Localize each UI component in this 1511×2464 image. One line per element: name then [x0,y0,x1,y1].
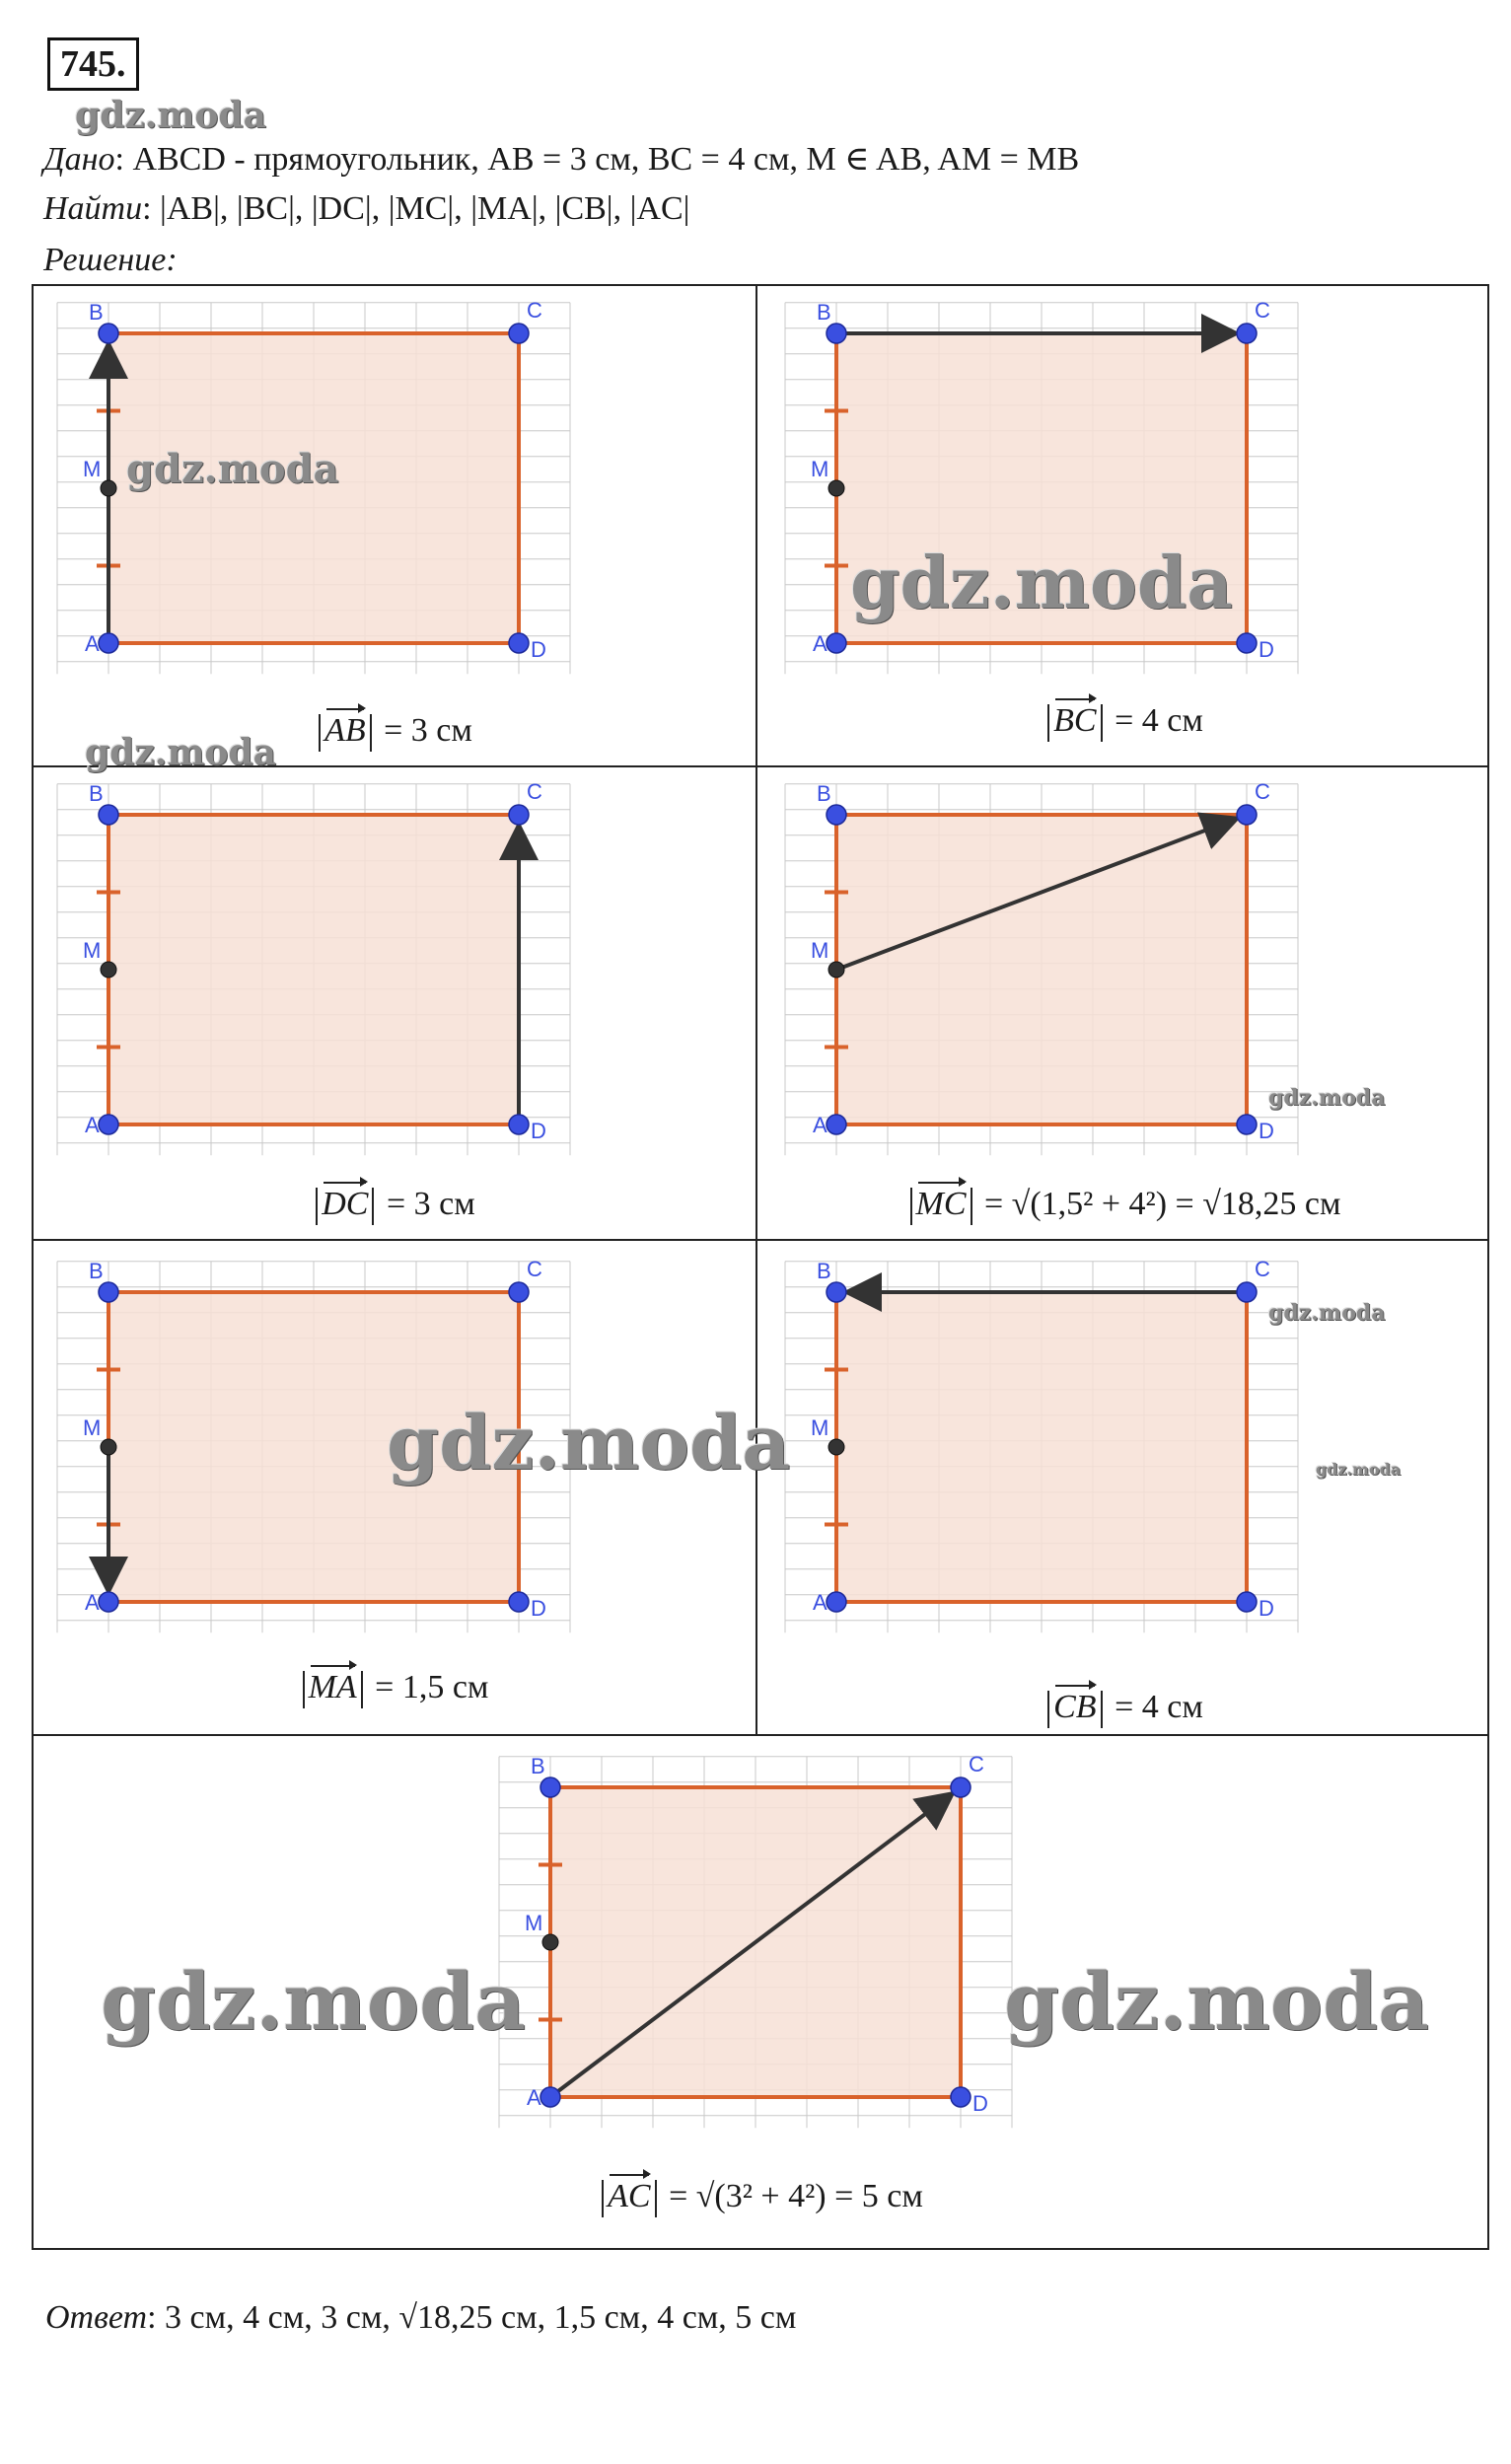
point-label-a: A [813,631,827,656]
answer-line [45,2296,796,2340]
point-label-d: D [531,1596,546,1621]
caption-value: = 3 см [378,1186,475,1222]
point-label-d: D [1259,1596,1274,1621]
caption-value: = √(3² + 4²) = 5 см [660,2178,923,2214]
figure-cb [777,1241,1330,1655]
point-a [99,1592,118,1612]
point-label-b: B [89,300,104,325]
rectangle-abcd [836,815,1247,1124]
point-d [509,1115,529,1134]
caption-value: = 4 см [1106,1689,1203,1725]
point-label-a: A [813,1113,827,1137]
point-c [509,805,529,825]
watermark: gdz.moda [1316,1460,1402,1479]
point-a [827,1592,846,1612]
point-label-m: M [525,1911,543,1935]
point-label-c: C [969,1752,984,1776]
point-label-m: M [83,938,102,963]
caption-bc [757,696,1489,742]
point-label-b: B [89,781,104,806]
point-label-c: C [527,298,542,323]
caption-vector: AB [324,706,366,750]
point-d [951,2087,971,2107]
caption-vector: MA [309,1663,357,1706]
point-label-d: D [1259,1119,1274,1143]
solution-label: Решение: [43,242,178,278]
point-c [509,324,529,343]
watermark: gdz.moda [85,732,276,773]
point-a [99,633,118,653]
point-m [101,962,116,978]
point-label-b: B [817,781,831,806]
rectangle-abcd [836,1292,1247,1602]
point-m [101,1439,116,1455]
point-label-a: A [85,1113,100,1137]
find-text: : |AB|, |BC|, |DC|, |MC|, |MA|, |CB|, |AC| [142,190,690,227]
point-c [1237,1282,1257,1302]
point-m [101,480,116,496]
point-label-m: M [811,457,829,481]
watermark: gdz.moda [1268,1300,1386,1326]
point-c [509,1282,529,1302]
point-label-c: C [1255,1257,1270,1281]
table-divider-vertical [756,284,757,1736]
point-label-d: D [1259,637,1274,662]
answer-label: Ответ [45,2299,148,2336]
point-label-a: A [85,1590,100,1615]
point-label-b: B [531,1754,545,1778]
find-line [43,187,689,231]
caption-vector: MC [916,1180,967,1223]
caption-value: = 1,5 см [366,1669,489,1705]
point-label-m: M [83,1415,102,1440]
point-d [509,633,529,653]
caption-vector: AC [608,2172,650,2215]
problem-number: 745. [47,37,139,91]
point-a [827,1115,846,1134]
point-c [1237,805,1257,825]
point-m [542,1934,558,1950]
watermark: gdz.moda [1268,1085,1386,1111]
point-label-c: C [1255,298,1270,323]
point-label-d: D [531,637,546,662]
point-label-b: B [817,300,831,325]
answer-text: : 3 см, 4 см, 3 см, √18,25 см, 1,5 см, 4 см, 5 см [147,2299,797,2336]
caption-ma [32,1663,756,1708]
point-b [540,1777,560,1797]
point-b [99,1282,118,1302]
caption-cb [757,1683,1489,1728]
watermark: gdz.moda [101,1955,526,2048]
watermark: gdz.moda [75,95,266,136]
point-m [828,962,844,978]
point-d [509,1592,529,1612]
point-d [1237,633,1257,653]
point-a [540,2087,560,2107]
caption-vector: DC [322,1180,368,1223]
point-a [827,633,846,653]
figure-ac [491,1736,1043,2150]
watermark: gdz.moda [1004,1955,1429,2048]
point-b [99,324,118,343]
point-b [99,805,118,825]
point-label-m: M [811,938,829,963]
point-m [828,480,844,496]
caption-vector: BC [1053,696,1096,740]
point-c [1237,324,1257,343]
given-label: Дано [43,141,115,178]
caption-value: = √(1,5² + 4²) = √18,25 см [975,1186,1341,1222]
point-b [827,324,846,343]
point-b [827,805,846,825]
point-label-d: D [972,2091,988,2116]
point-a [99,1115,118,1134]
given-text: : ABCD - прямоугольник, AB = 3 см, BC = 4 см, M ∈ AB, AM = MB [114,141,1080,178]
point-c [951,1777,971,1797]
caption-value: = 3 см [375,712,472,749]
watermark: gdz.moda [126,446,339,492]
point-label-b: B [817,1259,831,1283]
find-label: Найти [43,190,143,227]
figure-mc [777,767,1330,1162]
caption-value: = 4 см [1106,702,1203,739]
rectangle-abcd [108,815,519,1124]
figure-dc [49,767,602,1162]
caption-ac [32,2172,1489,2217]
point-label-c: C [1255,779,1270,804]
point-label-c: C [527,1257,542,1281]
point-label-d: D [531,1119,546,1143]
watermark: gdz.moda [387,1399,791,1486]
caption-dc [32,1180,756,1225]
caption-vector: CB [1053,1683,1096,1726]
point-label-c: C [527,779,542,804]
point-label-a: A [813,1590,827,1615]
point-label-m: M [83,457,102,481]
point-d [1237,1592,1257,1612]
point-m [828,1439,844,1455]
point-label-a: A [527,2085,541,2110]
caption-mc [757,1180,1489,1225]
given-line [43,138,1079,181]
point-label-b: B [89,1259,104,1283]
watermark: gdz.moda [850,541,1233,624]
point-label-m: M [811,1415,829,1440]
point-b [827,1282,846,1302]
point-d [1237,1115,1257,1134]
point-label-a: A [85,631,100,656]
figure-ab [49,286,612,700]
